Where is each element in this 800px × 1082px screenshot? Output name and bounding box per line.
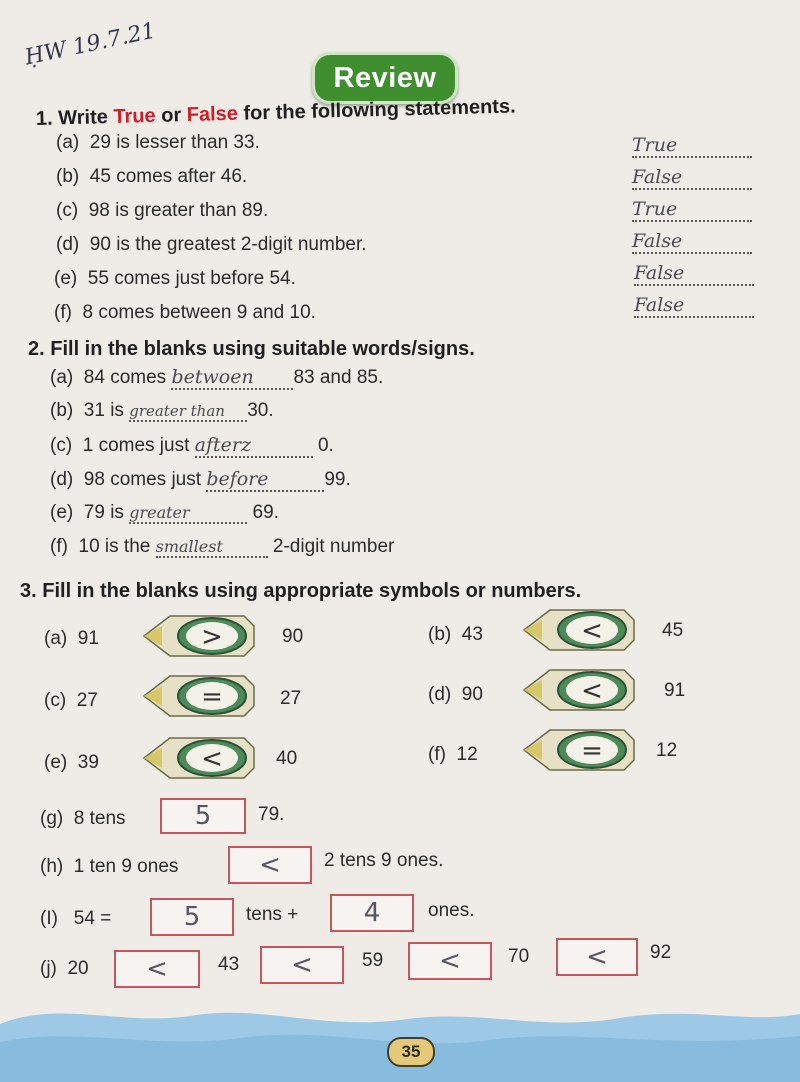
- item-text: 29 is lesser than 33.: [89, 132, 260, 153]
- q3-compare-right: 40: [276, 748, 298, 769]
- q2-answer-field[interactable]: before: [206, 468, 324, 492]
- q3-j-answer-box[interactable]: <: [114, 950, 200, 988]
- q3-h-right: 2 tens 9 ones.: [324, 850, 444, 871]
- q3-i-ones-label: ones.: [428, 900, 475, 921]
- q1-answer-field[interactable]: False: [634, 294, 754, 318]
- q3-compare-right: 12: [656, 740, 678, 761]
- q3-compare-label: (c) 27: [44, 690, 98, 711]
- compare-symbol: <: [581, 616, 603, 646]
- q3-g-right: 79.: [258, 804, 285, 825]
- q3-compare-right: 45: [662, 620, 684, 641]
- q3-i-ones-box[interactable]: 4: [330, 894, 414, 932]
- q3-compare-right: 27: [280, 688, 302, 709]
- q2-item: (f) 10 is the smallest 2-digit number: [50, 536, 395, 557]
- q1-item: [54, 268, 296, 290]
- compare-symbol: >: [201, 622, 223, 652]
- q2-answer-field[interactable]: greater than: [129, 402, 247, 422]
- q3-compare-label: (d) 90: [428, 684, 483, 705]
- page-number: 35: [387, 1037, 435, 1067]
- q1-answer-field[interactable]: False: [632, 166, 752, 190]
- arrow-symbol-box[interactable]: [520, 606, 636, 654]
- q3-h-left: (h) 1 ten 9 ones: [40, 856, 179, 877]
- q3-heading: 3. Fill in the blanks using appropriate symbols or numbers.: [20, 580, 582, 602]
- q3-compare-right: 91: [664, 680, 686, 701]
- q2-item: (d) 98 comes just before 99.: [50, 468, 351, 490]
- q1-true-word: True: [113, 104, 156, 128]
- q3-h-answer-box[interactable]: <: [228, 846, 312, 884]
- q3-j-answer-box[interactable]: <: [408, 942, 492, 980]
- arrow-symbol-box[interactable]: [140, 672, 256, 720]
- q3-j-answer-box[interactable]: <: [556, 938, 638, 976]
- item-text: 90 is the greatest 2-digit number.: [89, 234, 367, 255]
- item-text: 45 comes after 46.: [89, 166, 248, 187]
- arrow-symbol-box[interactable]: [520, 666, 636, 714]
- q3-j-value: 92: [650, 942, 672, 963]
- q3-j-value: 43: [218, 954, 240, 975]
- q3-g-answer-box[interactable]: 5: [160, 798, 246, 834]
- q2-item: (e) 79 is greater 69.: [50, 502, 279, 523]
- q1-item: [54, 302, 316, 324]
- q2-item: (a) 84 comes betwoen 83 and 85.: [50, 366, 384, 388]
- q2-answer-field[interactable]: afterz: [195, 434, 313, 458]
- q1-answer-field[interactable]: False: [634, 262, 754, 286]
- q1-false-word: False: [186, 102, 239, 127]
- footer-wave-decoration: [0, 990, 800, 1082]
- q2-item: (c) 1 comes just afterz 0.: [50, 434, 334, 456]
- compare-symbol: =: [201, 682, 223, 712]
- q3-i-left: (I) 54 =: [40, 908, 112, 929]
- compare-symbol: <: [201, 744, 223, 774]
- review-title-badge: [312, 52, 458, 104]
- q1-heading: [36, 95, 516, 131]
- q1-or-word: or: [160, 104, 182, 127]
- q3-i-tens-label: tens +: [246, 904, 299, 925]
- q1-item: [56, 234, 367, 256]
- q1-item: [56, 166, 247, 188]
- q1-prefix: Write: [57, 106, 109, 130]
- q1-answer-field[interactable]: True: [632, 134, 752, 158]
- item-label: (b): [56, 166, 80, 187]
- q2-answer-field[interactable]: smallest: [156, 537, 268, 558]
- item-label: (c): [56, 200, 79, 221]
- q3-j-value: 70: [508, 946, 530, 967]
- q1-item: [56, 132, 260, 154]
- q3-j-first: (j) 20: [40, 958, 89, 979]
- item-text: 55 comes just before 54.: [87, 268, 296, 289]
- q2-heading: 2. Fill in the blanks using suitable words/signs.: [28, 338, 475, 360]
- page-title: Review: [333, 61, 437, 94]
- q2-item: (b) 31 is greater than 30.: [50, 400, 274, 421]
- item-label: (f): [54, 302, 72, 323]
- q1-rest: for the following statements.: [243, 95, 516, 125]
- q3-compare-label: (b) 43: [428, 624, 483, 645]
- arrow-symbol-box[interactable]: [140, 612, 256, 660]
- q1-answer-field[interactable]: False: [632, 230, 752, 254]
- q3-compare-label: (e) 39: [44, 752, 99, 773]
- item-text: 98 is greater than 89.: [88, 200, 269, 221]
- item-label: (d): [56, 234, 80, 255]
- q3-g-left: (g) 8 tens: [40, 808, 126, 829]
- q3-j-value: 59: [362, 950, 384, 971]
- item-label: (e): [54, 268, 78, 289]
- compare-symbol: =: [581, 736, 603, 766]
- item-label: (a): [56, 132, 80, 153]
- handwritten-date-note: ḤW 19.7.21: [22, 18, 158, 71]
- q1-number: 1.: [35, 107, 53, 130]
- q2-answer-field[interactable]: betwoen: [171, 366, 293, 390]
- arrow-symbol-box[interactable]: [520, 726, 636, 774]
- q3-compare-label: (a) 91: [44, 628, 99, 649]
- q3-compare-right: 90: [282, 626, 304, 647]
- q3-j-answer-box[interactable]: <: [260, 946, 344, 984]
- q2-answer-field[interactable]: greater: [129, 503, 247, 524]
- q3-i-tens-box[interactable]: 5: [150, 898, 234, 936]
- q1-item: [56, 200, 268, 222]
- q3-compare-label: (f) 12: [428, 744, 478, 765]
- compare-symbol: <: [581, 676, 603, 706]
- q1-answer-field[interactable]: True: [632, 198, 752, 222]
- arrow-symbol-box[interactable]: [140, 734, 256, 782]
- item-text: 8 comes between 9 and 10.: [82, 302, 316, 323]
